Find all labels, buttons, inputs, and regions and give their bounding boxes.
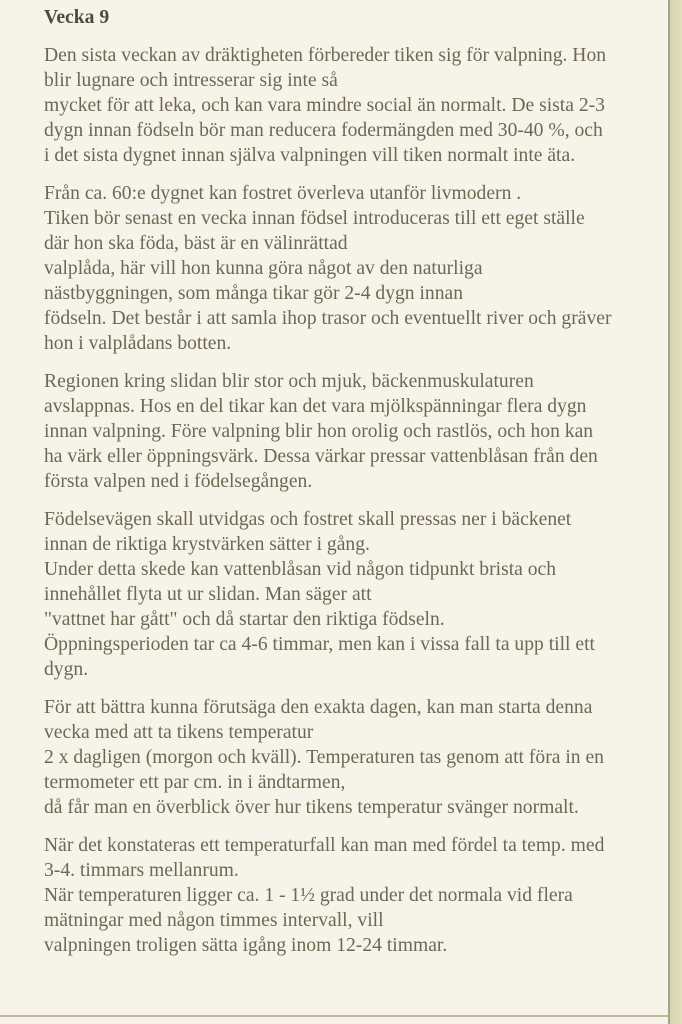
paragraph <box>44 181 668 356</box>
text-line: 3-4. timmars mellanrum. <box>44 860 239 881</box>
text-line: Öppningsperioden tar ca 4-6 timmar, men kan i vissa fall ta upp till ett <box>44 634 595 655</box>
paragraph <box>44 507 668 682</box>
text-line: Den sista veckan av dräktigheten förbereder tiken sig för valpning. Hon <box>44 45 607 66</box>
paragraph <box>44 833 668 958</box>
horizontal-rule <box>0 1015 668 1017</box>
paragraph-list <box>44 43 668 958</box>
text-line: innan de riktiga krystvärken sätter i gång. <box>44 534 370 555</box>
text-line: 2 x dagligen (morgon och kväll). Temperaturen tas genom att föra in en <box>44 747 604 768</box>
text-line: Tiken bör senast en vecka innan födsel introduceras till ett eget ställe <box>44 208 585 229</box>
text-line: avslappnas. Hos en del tikar kan det vara mjölkspänningar flera dygn <box>44 396 587 417</box>
text-line: ha värk eller öppningsvärk. Dessa värkar pressar vattenblåsan från den <box>44 446 598 467</box>
text-line: dygn. <box>44 659 89 680</box>
text-line: dygn innan födseln bör man reducera fodermängden med 30-40 %, och <box>44 120 603 141</box>
text-line: blir lugnare och intresserar sig inte så <box>44 70 338 91</box>
article-content <box>44 0 668 958</box>
text-line: termometer ett par cm. in i ändtarmen, <box>44 772 346 793</box>
text-line: Regionen kring slidan blir stor och mjuk, bäckenmuskulaturen <box>44 371 534 392</box>
paragraph <box>44 695 668 820</box>
paragraph <box>44 43 668 168</box>
text-line: "vattnet har gått" och då startar den riktiga födseln. <box>44 609 445 630</box>
text-line: innan valpning. Före valpning blir hon orolig och rastlös, och hon kan <box>44 421 594 442</box>
text-line: Från ca. 60:e dygnet kan fostret överleva utanför livmodern . <box>44 183 522 204</box>
text-line: valplåda, här vill hon kunna göra något av den naturliga <box>44 258 483 279</box>
text-line: Under detta skede kan vattenblåsan vid någon tidpunkt brista och <box>44 559 557 580</box>
text-line: där hon ska föda, bäst är en välinrättad <box>44 233 348 254</box>
text-line: När det konstateras ett temperaturfall kan man med fördel ta temp. med <box>44 835 605 856</box>
text-line: födseln. Det består i att samla ihop trasor och eventuellt river och gräver <box>44 308 612 329</box>
section-heading: Vecka 9 <box>44 7 110 28</box>
text-line: mätningar med någon timmes intervall, vill <box>44 910 384 931</box>
text-line: För att bättra kunna förutsäga den exakta dagen, kan man starta denna <box>44 697 593 718</box>
paragraph <box>44 369 668 494</box>
text-line: vecka med att ta tikens temperatur <box>44 722 314 743</box>
text-line: i det sista dygnet innan själva valpningen vill tiken normalt inte äta. <box>44 145 576 166</box>
text-line: valpningen troligen sätta igång inom 12-24 timmar. <box>44 935 448 956</box>
text-line: Födelsevägen skall utvidgas och fostret skall pressas ner i bäckenet <box>44 509 572 530</box>
text-line: innehållet flyta ut ur slidan. Man säger att <box>44 584 372 605</box>
text-line: första valpen ned i födelsegången. <box>44 471 313 492</box>
text-line: nästbyggningen, som många tikar gör 2-4 dygn innan <box>44 283 464 304</box>
text-line: då får man en överblick över hur tikens temperatur svänger normalt. <box>44 797 579 818</box>
right-margin-strip <box>670 0 682 1024</box>
text-line: hon i valplådans botten. <box>44 333 232 354</box>
text-line: mycket för att leka, och kan vara mindre social än normalt. De sista 2-3 <box>44 95 605 116</box>
text-line: När temperaturen ligger ca. 1 - 1½ grad under det normala vid flera <box>44 885 573 906</box>
